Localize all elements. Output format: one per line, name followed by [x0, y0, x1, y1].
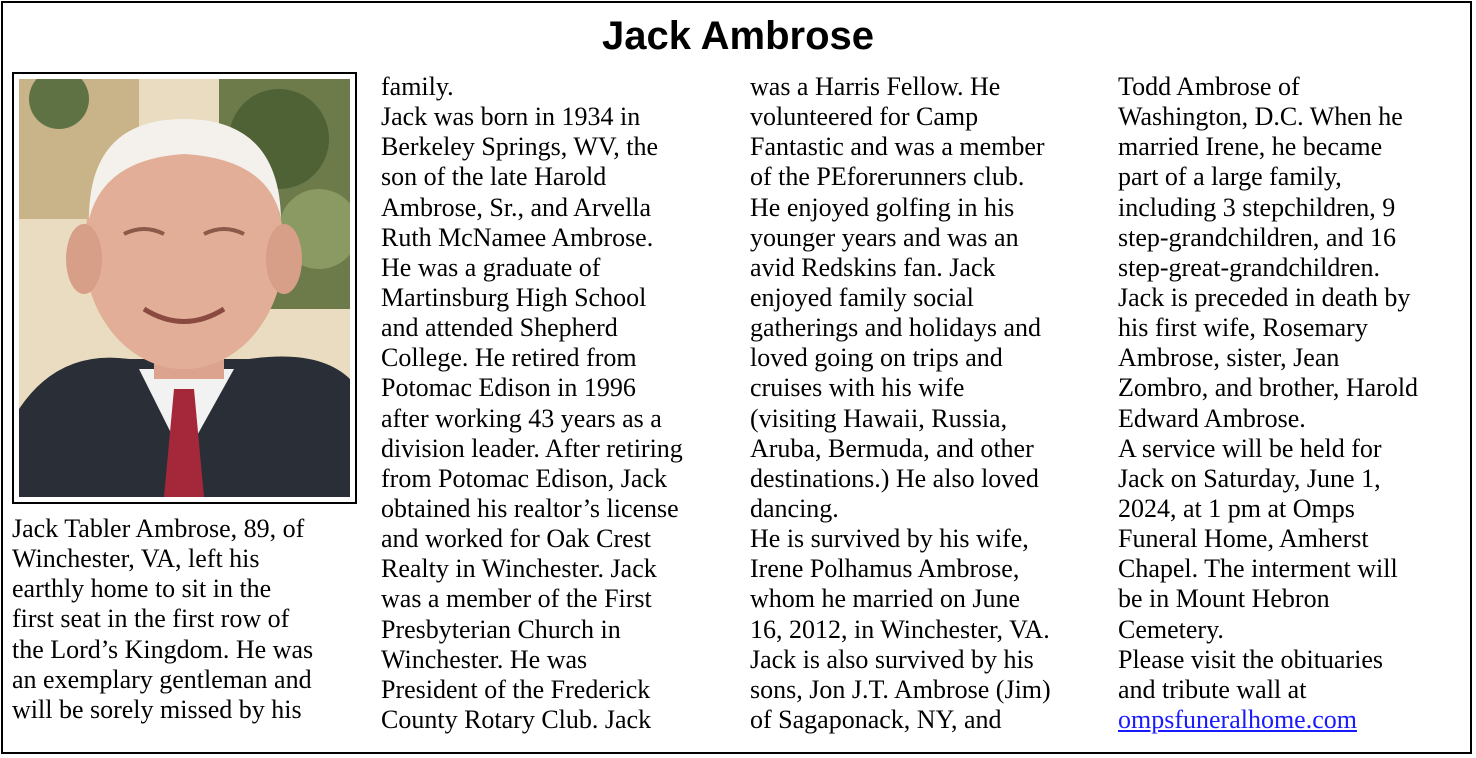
text-line: from Potomac Edison, Jack	[381, 463, 667, 493]
text-line: was a Harris Fellow. He	[750, 72, 1001, 101]
portrait-image	[19, 79, 350, 497]
text-line: He is survived by his wife,	[750, 524, 1029, 554]
text-line: and tribute wall at	[1118, 674, 1307, 704]
text-line: Fantastic and was a member	[750, 132, 1045, 162]
text-line: Realty in Winchester. Jack	[381, 554, 657, 584]
text-line: Winchester. He was	[381, 644, 588, 674]
text-line: Irene Polhamus Ambrose,	[750, 554, 1020, 584]
text-line: will be sorely missed by his	[12, 694, 302, 724]
text-line: gatherings and holidays and	[750, 313, 1041, 343]
text-line: first seat in the first row of	[12, 604, 290, 634]
text-line: step-great-grandchildren.	[1118, 252, 1381, 282]
text-line: Winchester, VA, left his	[12, 544, 260, 574]
text-line: Ambrose, Sr., and Arvella	[381, 192, 652, 222]
text-line: Jack was born in 1934 in	[381, 102, 641, 132]
text-line: County Rotary Club. Jack	[381, 704, 652, 734]
text-line: his first wife, Rosemary	[1118, 313, 1368, 343]
text-line: He enjoyed golfing in his	[750, 192, 1015, 222]
portrait-photo	[12, 72, 357, 504]
column-1	[12, 514, 313, 725]
text-line: Chapel. The interment will	[1118, 554, 1398, 584]
text-line: after working 43 years as a	[381, 403, 662, 433]
text-line: the Lord’s Kingdom. He was	[12, 634, 314, 664]
text-line: Zombro, and brother, Harold	[1118, 373, 1419, 403]
text-line: was a member of the First	[381, 584, 652, 614]
text-line: President of the Frederick	[381, 674, 651, 704]
text-line: obtained his realtor’s license	[381, 493, 679, 523]
text-line: Martinsburg High School	[381, 282, 647, 312]
text-line: He was a graduate of	[381, 252, 601, 282]
text-line: Ambrose, sister, Jean	[1118, 343, 1340, 373]
text-line: Todd Ambrose of	[1118, 72, 1300, 101]
column-2	[381, 72, 683, 735]
text-line: avid Redskins fan. Jack	[750, 252, 996, 282]
text-line: and attended Shepherd	[381, 313, 618, 343]
text-line: Jack is preceded in death by	[1118, 282, 1411, 312]
text-line: including 3 stepchildren, 9	[1118, 192, 1396, 222]
text-line: Aruba, Bermuda, and other	[750, 433, 1034, 463]
text-line: Jack on Saturday, June 1,	[1118, 463, 1381, 493]
text-line: Ruth McNamee Ambrose.	[381, 222, 654, 252]
column-3	[750, 72, 1051, 735]
text-line: Edward Ambrose.	[1118, 403, 1306, 433]
text-line: Cemetery.	[1118, 614, 1224, 644]
text-line: whom he married on June	[750, 584, 1021, 614]
text-line: A service will be held for	[1118, 433, 1382, 463]
text-line: 2024, at 1 pm at Omps	[1118, 493, 1355, 523]
text-line: College. He retired from	[381, 343, 637, 373]
column-4	[1118, 72, 1418, 735]
text-line: (visiting Hawaii, Russia,	[750, 403, 1008, 433]
text-line: enjoyed family social	[750, 282, 974, 312]
text-line: son of the late Harold	[381, 162, 607, 192]
text-line: Please visit the obituaries	[1118, 644, 1384, 674]
text-line: be in Mount Hebron	[1118, 584, 1330, 614]
text-line: married Irene, he became	[1118, 132, 1383, 162]
text-line: of the PEforerunners club.	[750, 162, 1025, 192]
text-line: Berkeley Springs, WV, the	[381, 132, 659, 162]
text-line: an exemplary gentleman and	[12, 664, 312, 694]
text-line: part of a large family,	[1118, 162, 1342, 192]
text-line: sons, Jon J.T. Ambrose (Jim)	[750, 674, 1051, 704]
text-line: Potomac Edison in 1996	[381, 373, 636, 403]
text-line: and worked for Oak Crest	[381, 524, 652, 554]
text-line: division leader. After retiring	[381, 433, 683, 463]
text-line: earthly home to sit in the	[12, 574, 272, 604]
text-line: family.	[381, 72, 454, 101]
text-line: younger years and was an	[750, 222, 1019, 252]
text-line: dancing.	[750, 493, 839, 523]
funeral-home-link[interactable]: ompsfuneralhome.com	[1118, 704, 1357, 734]
text-line: Funeral Home, Amherst	[1118, 524, 1369, 554]
obituary-title: Jack Ambrose	[602, 14, 874, 58]
text-line: Jack Tabler Ambrose, 89, of	[12, 514, 305, 543]
text-line: Jack is also survived by his	[750, 644, 1034, 674]
text-line: cruises with his wife	[750, 373, 965, 403]
text-line: Washington, D.C. When he	[1118, 102, 1403, 132]
text-line: volunteered for Camp	[750, 102, 979, 132]
text-line: destinations.) He also loved	[750, 463, 1039, 493]
text-line: of Sagaponack, NY, and	[750, 704, 1002, 734]
text-line: 16, 2012, in Winchester, VA.	[750, 614, 1050, 644]
text-line: loved going on trips and	[750, 343, 1003, 373]
text-line: step-grandchildren, and 16	[1118, 222, 1396, 252]
text-line: Presbyterian Church in	[381, 614, 621, 644]
